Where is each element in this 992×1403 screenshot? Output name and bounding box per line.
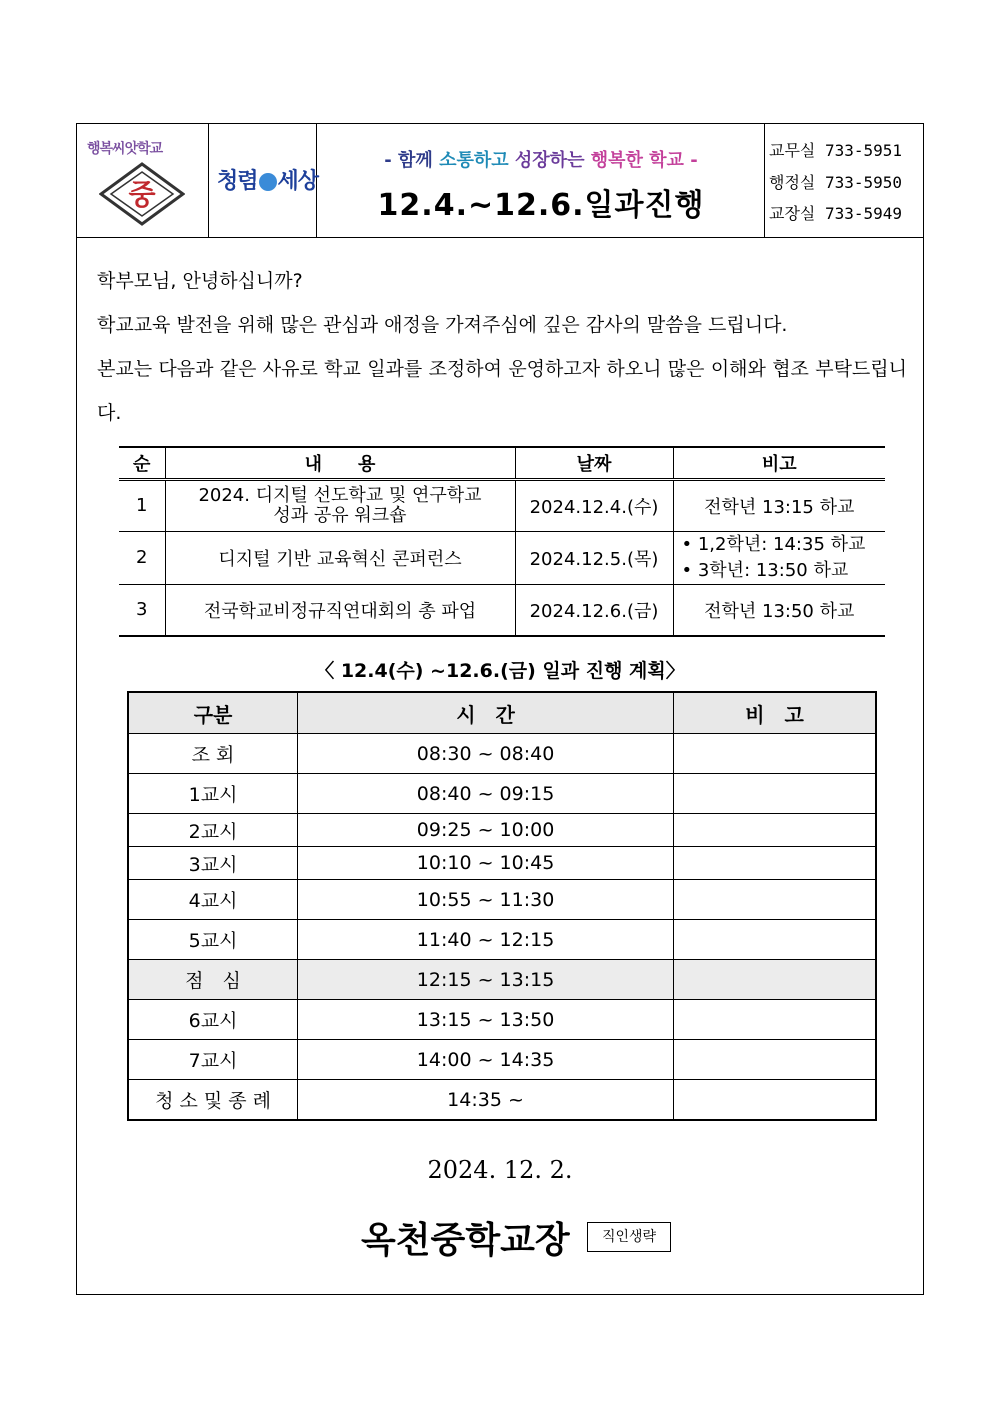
period-label: 3교시 xyxy=(128,847,298,880)
period-label: 1교시 xyxy=(128,774,298,814)
row-no: 1 xyxy=(119,479,165,531)
intro-text xyxy=(97,259,907,435)
letterhead xyxy=(77,124,923,238)
period-note xyxy=(674,814,876,847)
timetable-caption: 〈 12.4(수) ~12.6.(금) 일과 진행 계획〉 xyxy=(315,660,685,682)
timetable-header-row xyxy=(128,692,876,734)
period-time: 09:25 ~ 10:00 xyxy=(298,814,674,847)
period-label: 7교시 xyxy=(128,1040,298,1080)
issue-date: 2024. 12. 2. xyxy=(427,1156,573,1184)
period-time: 10:10 ~ 10:45 xyxy=(298,847,674,880)
period-time: 11:40 ~ 12:15 xyxy=(298,920,674,960)
table-row xyxy=(119,584,885,636)
timetable-row-lunch xyxy=(128,960,876,1000)
period-time: 08:40 ~ 09:15 xyxy=(298,774,674,814)
period-time: 10:55 ~ 11:30 xyxy=(298,880,674,920)
row-note xyxy=(673,531,885,584)
greeting: 학부모님, 안녕하십니까? xyxy=(97,270,303,292)
title-cell xyxy=(317,124,765,237)
phone-admin: 행정실 733-5950 xyxy=(769,173,903,192)
phone-academic: 교무실 733-5951 xyxy=(769,141,903,160)
period-label: 2교시 xyxy=(128,814,298,847)
integrity-logo xyxy=(209,124,317,237)
table-row xyxy=(119,479,885,531)
slogan-part: 소통하고 xyxy=(439,150,515,171)
period-note xyxy=(674,774,876,814)
timetable-row xyxy=(128,847,876,880)
school-slogan xyxy=(317,146,765,172)
timetable-row xyxy=(128,774,876,814)
col-header-remarks: 비 고 xyxy=(674,692,876,734)
school-emblem-icon xyxy=(99,162,185,226)
intro-line: 본교는 다음과 같은 사유로 학교 일과를 조정하여 운영하고자 하오니 많은 이해와 협조 부탁드립니다. xyxy=(97,358,907,424)
period-label: 청 소 및 종 례 xyxy=(128,1080,298,1121)
row-content: 디지털 기반 교육혁신 콘퍼런스 xyxy=(165,531,515,584)
col-header-content: 내 용 xyxy=(165,447,515,479)
col-header-period: 구분 xyxy=(128,692,298,734)
row-no: 3 xyxy=(119,584,165,636)
period-label: 점 심 xyxy=(128,960,298,1000)
content-line: 2024. 디지털 선도학교 및 연구학교 xyxy=(198,484,482,506)
col-header-time: 시 간 xyxy=(298,692,674,734)
integrity-label-a: 청렴 xyxy=(217,169,258,194)
row-date: 2024.12.5.(목) xyxy=(515,531,673,584)
slogan-part: 성장하는 xyxy=(514,150,591,171)
phone-principal: 교장실 733-5949 xyxy=(769,204,903,223)
row-no: 2 xyxy=(119,531,165,584)
note-line: • 3학년: 13:50 하교 xyxy=(681,559,849,581)
page-title: 12.4.~12.6.일과진행 xyxy=(377,188,705,223)
row-content: 전국학교비정규직연대회의 총 파업 xyxy=(165,584,515,636)
timetable-row xyxy=(128,1080,876,1121)
timetable-row xyxy=(128,734,876,774)
col-header-date: 날짜 xyxy=(515,447,673,479)
school-logo xyxy=(77,124,209,237)
slogan-part: - 함께 xyxy=(384,150,440,171)
period-time: 14:35 ~ xyxy=(298,1080,674,1121)
row-note: 전학년 13:15 하교 xyxy=(673,479,885,531)
row-date: 2024.12.4.(수) xyxy=(515,479,673,531)
intro-line: 학교교육 발전을 위해 많은 관심과 애정을 가져주심에 깊은 감사의 말씀을 드립니다. xyxy=(97,314,788,336)
period-note xyxy=(674,960,876,1000)
period-time: 14:00 ~ 14:35 xyxy=(298,1040,674,1080)
emblem-letter: 중 xyxy=(128,178,156,211)
row-note: 전학년 13:50 하교 xyxy=(673,584,885,636)
schedule-table xyxy=(119,446,885,637)
timetable-row xyxy=(128,880,876,920)
period-note xyxy=(674,920,876,960)
col-header-note: 비고 xyxy=(673,447,885,479)
integrity-label-b: 세상 xyxy=(277,169,319,194)
phone-list xyxy=(765,124,923,237)
col-header-no: 순 xyxy=(119,447,165,479)
period-label: 4교시 xyxy=(128,880,298,920)
timetable-row xyxy=(128,814,876,847)
table-header-row xyxy=(119,447,885,479)
table-row xyxy=(119,531,885,584)
note-line: • 1,2학년: 14:35 하교 xyxy=(681,533,866,555)
document-frame xyxy=(76,123,924,1295)
row-content xyxy=(165,479,515,531)
period-label: 5교시 xyxy=(128,920,298,960)
period-time: 13:15 ~ 13:50 xyxy=(298,1000,674,1040)
period-note xyxy=(674,1000,876,1040)
period-note xyxy=(674,1080,876,1121)
period-label: 조 회 xyxy=(128,734,298,774)
period-label: 6교시 xyxy=(128,1000,298,1040)
timetable-row xyxy=(128,1040,876,1080)
slogan-part: 행복한 학교 - xyxy=(590,150,698,171)
period-note xyxy=(674,1040,876,1080)
timetable-row xyxy=(128,1000,876,1040)
timetable-row xyxy=(128,920,876,960)
globe-icon xyxy=(259,173,277,191)
period-note xyxy=(674,880,876,920)
seal-omitted-stamp: 직인생략 xyxy=(587,1222,671,1252)
principal-signature: 옥천중학교장 xyxy=(361,1220,570,1261)
period-time: 12:15 ~ 13:15 xyxy=(298,960,674,1000)
timetable xyxy=(127,691,877,1121)
row-date: 2024.12.6.(금) xyxy=(515,584,673,636)
content-line: 성과 공유 워크숍 xyxy=(273,504,407,526)
happy-seed-school-label: 행복씨앗학교 xyxy=(87,141,163,157)
period-note xyxy=(674,847,876,880)
period-time: 08:30 ~ 08:40 xyxy=(298,734,674,774)
period-note xyxy=(674,734,876,774)
